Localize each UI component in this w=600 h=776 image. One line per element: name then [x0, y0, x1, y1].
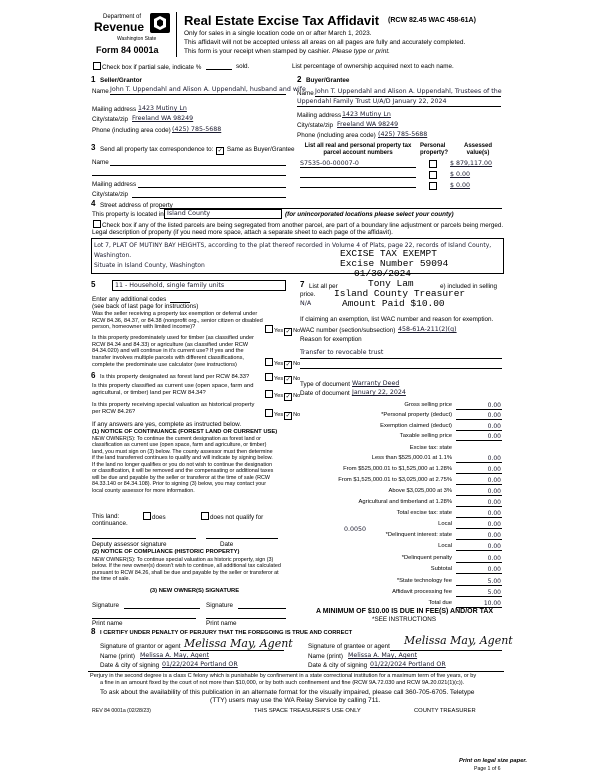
reason-line-1 — [300, 358, 502, 359]
sec5-q2: Is this property predominately used for timber (as classified under RCW 84.34 and 84.33) or agriculture (as classified under RCW 84.34.020) and will continue in it's current use? If yes and the transfer involves multiple parcels with different classifications, complete the predominate use calculator (see instructions) — [92, 335, 254, 368]
calc-label: *Delinquent interest: state — [385, 532, 452, 538]
section-4-number: 4 — [91, 199, 96, 208]
section-6-number: 6 — [91, 371, 96, 380]
minimum-due: A MINIMUM OF $10.00 IS DUE IN FEE(S) AND/OR TAX — [316, 608, 494, 615]
calc-value[interactable]: 0.00 — [487, 466, 501, 473]
seller-city-label: City/state/zip — [92, 116, 129, 123]
stamp-line-2: Excise Number 59094 — [340, 258, 449, 269]
form-rcw: (RCW 82.45 WAC 458-61A) — [388, 17, 476, 24]
calc-label: Total due — [428, 600, 452, 606]
grantor-name[interactable]: Melissa A. May, Agent — [140, 652, 210, 659]
buyer-name-line-1 — [315, 96, 501, 97]
ownership-note: List percentage of ownership acquired next to each name. — [292, 63, 454, 70]
sec5-q1-no: No — [293, 328, 301, 334]
section-8-number: 8 — [91, 627, 96, 636]
does-label: does — [152, 514, 166, 521]
alt-format-line-1: To ask about the availability of this publication in an alternate format for the visually impaired, please call 360-705-6705. Teletype — [100, 689, 475, 696]
treasurer-use-only: THIS SPACE TREASURER'S USE ONLY — [254, 708, 361, 714]
perjury-line-2: a fine in an amount fixed by the court of not more than $10,000, or by both such confinement and fine (RCW 9A.72.030 and RCW 9A.20.021(1)(c)). — [100, 680, 465, 686]
calc-value[interactable]: 10.00 — [483, 600, 501, 607]
grantor-signature[interactable]: Melissa May, Agent — [184, 637, 293, 650]
calc-value[interactable]: 0.00 — [487, 510, 501, 517]
stamp-line-1: EXCISE TAX EXEMPT — [340, 248, 437, 259]
grantee-name[interactable]: Melissa A. May, Agent — [348, 652, 418, 659]
segregated-label: Check box if any of the listed parcels are being segregated from another parcel, are part of a boundary line adjustment or parcels being merged. — [102, 222, 504, 229]
calc-label: Local — [438, 521, 452, 527]
legal-paper-note: Print on legal size paper. — [459, 758, 527, 764]
alt-format-line-2: (TTY) users may use the WA Relay Service by calling 711. — [210, 697, 381, 704]
sec6-q1-no-checkbox[interactable]: ✓ — [285, 377, 291, 383]
sec6-q1-yes-checkbox[interactable] — [265, 373, 273, 381]
seller-name[interactable]: John T. Uppendahl and Alison A. Uppendahl, husband and wife — [110, 86, 306, 93]
parcel-col-header: List all real and personal property tax parcel account numbers — [304, 143, 412, 157]
sec5-q2-answer — [264, 358, 300, 369]
seller-phone[interactable]: (425) 785-5688 — [172, 126, 222, 133]
additional-codes-label: Enter any additional codes — [92, 296, 167, 303]
header-note-2: This affidavit will not be accepted unless all areas on all pages are fully and accurately completed. — [184, 39, 466, 46]
continuance-text: NEW OWNER(S): To continue the current designation as forest land or classification as current use (open space, farm and agriculture, or timber) land, you must sign on (3) below. The county assessor must then determine if the land transferred continues to qualify and will indicate by signing below. If the land no longer qualifies or you do not wish to continue the designation or classification, it will be removed and the compensating or additional taxes will be due and payable by the seller or transferor at the time of sale (RCW 84.33.140 or 84.34.108). Prior to signing (3) below, you may contact your local county assessor for more information. — [92, 436, 274, 494]
does-checkbox[interactable] — [143, 512, 151, 520]
section-7-number: 7 — [300, 280, 305, 289]
sec5-q2-yes: Yes — [274, 361, 284, 367]
calc-value[interactable]: 0.00 — [487, 477, 501, 484]
sec3-mail-line[interactable] — [138, 187, 286, 188]
this-land-label: This land: — [92, 513, 120, 520]
calc-label: Taxable selling price — [399, 433, 452, 439]
calc-label: Exemption claimed (deduct) — [380, 423, 452, 429]
calc-value[interactable]: 0.00 — [487, 412, 501, 419]
buyer-mail-label: Mailing address — [297, 112, 342, 119]
sec6-q2-no: No — [293, 393, 301, 399]
sec6-q2-yes-checkbox[interactable] — [265, 390, 273, 398]
sec6-q2: Is this property classified as current use (open space, farm and agricultural, or timber) land per RCW 84.34? — [92, 383, 254, 396]
list-personal-c: e) included in selling — [440, 283, 498, 290]
land-use-value: 11 - Household, single family units — [115, 282, 225, 289]
doc-type[interactable]: Warranty Deed — [352, 380, 400, 387]
legal-description-label: Legal description of property (if you need more space, attach a separate sheet to each page of the affidavit). — [92, 229, 393, 236]
assessed-value-2[interactable]: $ 0.00 — [450, 171, 471, 178]
seller-phone-label: Phone (including area code) — [92, 127, 171, 134]
grantee-signature[interactable]: Melissa May, Agent — [404, 634, 513, 647]
perjury-line-1: Perjury in the second degree is a class C felony which is punishable by confinement in a state correctional institution for a maximum term of five years, or by — [90, 673, 477, 679]
grantee-signature-label: Signature of grantee or agent — [308, 643, 390, 650]
deputy-signature-label: Deputy assessor signature — [92, 541, 167, 548]
doc-type-label: Type of document — [300, 381, 351, 388]
partial-sale-checkbox[interactable] — [93, 62, 101, 70]
wac-number[interactable]: 458-61A-211(2)(g) — [398, 326, 457, 333]
grantor-signature-label: Signature of grantor or agent — [100, 643, 181, 650]
wac-label: WAC number (section/subsection) — [300, 327, 396, 334]
section-5-number: 5 — [91, 280, 96, 289]
owner-print-label-1: Print name — [92, 620, 123, 627]
parcel-number[interactable]: S7535-00-00007-0 — [300, 160, 359, 167]
partial-sale-row — [92, 62, 201, 72]
continuance-heading: (1) NOTICE OF CONTINUANCE (FOREST LAND OR CURRENT USE) — [92, 429, 278, 435]
county-treasurer: COUNTY TREASURER — [414, 708, 476, 714]
sec6-q3: Is this property receiving special valuation as historical property per RCW 84.26? — [92, 402, 255, 415]
deputy-date-line[interactable] — [206, 538, 278, 539]
sec6-q1-yes: Yes — [274, 376, 284, 382]
deputy-date-label: Date — [220, 541, 234, 548]
additional-codes-note: (see back of last page for instructions) — [92, 303, 199, 310]
personal-property-checkbox-1[interactable] — [429, 160, 437, 168]
calc-value[interactable]: 0.00 — [487, 543, 501, 550]
calc-value[interactable]: 0.00 — [487, 499, 501, 506]
sec5-q1-yes-checkbox[interactable] — [265, 325, 273, 333]
deputy-signature-line[interactable] — [92, 538, 196, 539]
street-address-label: Street address of property — [100, 202, 173, 209]
assessed-col-header: Assessed value(s) — [463, 143, 493, 157]
calc-value[interactable]: 0.00 — [487, 488, 501, 495]
wa-logo-icon — [150, 13, 170, 33]
grantee-signature-line — [390, 650, 502, 651]
partial-pct-line[interactable] — [206, 69, 232, 70]
exemption-reason[interactable]: Transfer to revocable trust — [300, 349, 384, 356]
owner-print-line-2[interactable] — [206, 618, 286, 619]
sec6-q3-no-checkbox[interactable]: ✓ — [285, 413, 291, 419]
header-note-3b: Please type or print. — [332, 48, 390, 55]
grantor-signature-line — [180, 650, 284, 651]
segregated-checkbox[interactable] — [93, 220, 101, 228]
form-number: Form 84 0001a — [96, 45, 159, 55]
sec6-q2-yes: Yes — [274, 393, 284, 399]
parcel-line-2[interactable] — [300, 177, 416, 178]
parcel-line-1 — [300, 167, 416, 168]
seller-city[interactable]: Freeland WA 98249 — [132, 115, 194, 122]
legal-line-1: Lot 7, PLAT OF MUTINY BAY HEIGHTS, according to the plat thereof recorded in Volume 4 of Plats, page 22, records of Island County, — [94, 242, 492, 249]
calc-value[interactable]: 0.00 — [487, 423, 501, 430]
sec6-q1-answer — [264, 373, 300, 384]
seller-mail[interactable]: 1423 Mutiny Ln — [138, 105, 187, 112]
sec5-q2-no: No — [293, 361, 301, 367]
legal-line-2: Washington. — [94, 252, 132, 259]
new-owner-heading: (3) NEW OWNER(S) SIGNATURE — [150, 588, 240, 594]
claim-exemption-label: If claiming an exemption, list WAC number and reason for exemption. — [300, 316, 494, 323]
sec6-q1: Is this property designated as forest land per RCW 84.33? — [100, 374, 250, 380]
if-yes-note: If any answers are yes, complete as instructed below. — [92, 421, 242, 428]
list-personal-a: List all per — [309, 283, 338, 290]
grantor-date-city[interactable]: 01/22/2024 Portland OR — [162, 661, 238, 668]
list-personal-b: price. — [300, 291, 316, 298]
grantor-name-label: Name (print) — [100, 653, 135, 660]
sec3-mail-label: Mailing address — [92, 181, 137, 188]
seller-mail-label: Mailing address — [92, 106, 137, 113]
grantee-date-city[interactable]: 01/22/2024 Portland OR — [370, 661, 446, 668]
stamp-line-6: Amount Paid $10.00 — [342, 298, 445, 309]
reason-label: Reason for exemption — [300, 336, 362, 343]
sec6-q3-yes-checkbox[interactable] — [265, 409, 273, 417]
buyer-city[interactable]: Freeland WA 98249 — [337, 121, 399, 128]
calc-label: *Personal property (deduct) — [381, 412, 452, 418]
sec5-q1-answer — [264, 325, 300, 336]
assessed-value-3[interactable]: $ 0.00 — [450, 182, 471, 189]
section-3-number: 3 — [91, 143, 96, 152]
does-not-row — [200, 512, 263, 522]
section-1-number: 1 — [91, 75, 96, 84]
calc-label: Affidavit processing fee — [392, 589, 452, 595]
local-rate[interactable]: 0.0050 — [344, 526, 367, 533]
footer-rule — [88, 671, 504, 672]
sec3-name-label: Name — [92, 159, 109, 166]
stamp-line-5: Island County Treasurer — [334, 288, 466, 299]
county-value: Island County — [167, 210, 211, 217]
located-in-label: This property is located in — [92, 211, 164, 218]
partial-sold: sold. — [236, 63, 250, 70]
buyer-city-label: City/state/zip — [297, 122, 334, 129]
calc-label: Gross selling price — [404, 402, 452, 408]
page-number: Page 1 of 6 — [474, 766, 501, 772]
calc-label: From $1,525,000.01 to $3,025,000 at 2.75% — [338, 477, 452, 483]
owner-signature-label-2: Signature — [206, 602, 233, 609]
seller-name-label: Name — [92, 88, 109, 95]
unincorporated-note: (for unincorporated locations please select your county) — [285, 211, 454, 218]
sec6-q1-no: No — [293, 376, 301, 382]
buyer-name-label: Name — [297, 90, 314, 97]
calc-label: Above $3,025,000 at 3% — [388, 488, 452, 494]
owner-signature-line-1[interactable] — [124, 608, 200, 609]
buyer-name-2[interactable]: Uppendahl Family Trust U/A/D January 22, 2024 — [297, 98, 447, 105]
sec3-extra-line[interactable] — [92, 175, 286, 176]
does-not-label: does not qualify for — [210, 514, 264, 521]
calc-value[interactable]: 0.00 — [487, 521, 501, 528]
see-instructions: *SEE INSTRUCTIONS — [372, 616, 437, 623]
seller-heading: Seller/Grantor — [100, 77, 142, 84]
sec5-q1-no-checkbox[interactable]: ✓ — [285, 329, 291, 335]
sec6-q3-yes: Yes — [274, 412, 284, 418]
same-as-buyer-label: Same as Buyer/Grantee — [226, 146, 295, 153]
sec6-q3-answer — [264, 409, 300, 420]
buyer-name-1[interactable]: John T. Uppendahl and Alison A. Uppendahl, Trustees of the — [315, 88, 502, 95]
logo-state: Washington State — [117, 36, 157, 42]
owner-signature-line-2[interactable] — [238, 608, 286, 609]
grantee-name-label: Name (print) — [308, 653, 343, 660]
section-2-number: 2 — [297, 75, 302, 84]
calc-label: Agricultural and timberland at 1.28% — [358, 499, 452, 505]
sec3-send-label: Send all property tax correspondence to: — [100, 146, 214, 153]
sec6-q2-no-checkbox[interactable]: ✓ — [285, 394, 291, 400]
header-divider — [176, 12, 177, 57]
calc-value[interactable]: 0.00 — [487, 532, 501, 539]
sec3-city-line[interactable] — [132, 197, 286, 198]
calc-label: Excise tax: state — [409, 445, 452, 451]
sec6-q3-no: No — [293, 412, 301, 418]
stamp-line-4: Tony Lam — [368, 278, 414, 289]
calc-label: Total excise tax: state — [396, 510, 452, 516]
historic-heading: (2) NOTICE OF COMPLIANCE (HISTORIC PROPERTY) — [92, 549, 240, 555]
calc-value[interactable]: 0.00 — [487, 433, 501, 440]
personal-property-na[interactable]: N/A — [300, 300, 312, 307]
parcel-line-3[interactable] — [300, 187, 416, 188]
personal-property-checkbox-3[interactable] — [429, 182, 437, 190]
seller-name-line — [110, 94, 286, 95]
buyer-mail[interactable]: 1423 Mutiny Ln — [342, 111, 391, 118]
partial-sale-label: Check box if partial sale, indicate % — [102, 64, 202, 71]
land-use-select[interactable] — [112, 280, 286, 291]
calc-label: Local — [438, 543, 452, 549]
sec6-q2-answer — [264, 390, 300, 401]
reason-line-2[interactable] — [300, 368, 502, 369]
form-title: Real Estate Excise Tax Affidavit — [184, 13, 380, 28]
header-note-1: Only for sales in a single location code on or after March 1, 2023. — [184, 30, 372, 37]
assessed-value-1[interactable]: $ 879,117.00 — [450, 160, 493, 167]
stamp-line-3: 01/30/2024 — [354, 268, 412, 279]
calc-label: Subtotal — [430, 566, 452, 572]
calc-value[interactable]: 5.00 — [487, 589, 501, 596]
does-not-checkbox[interactable] — [201, 512, 209, 520]
continuance-label: continuance. — [92, 520, 128, 527]
calc-label: *State technology fee — [396, 578, 452, 584]
calc-label: From $525,000.01 to $1,525,000 at 1.28% — [343, 466, 452, 472]
sec5-q1-yes: Yes — [274, 328, 284, 334]
sec3-city-label: City/state/zip — [92, 191, 129, 198]
calc-label: *Delinquent penalty — [401, 555, 452, 561]
revision-number: REV 84 0001a (02/28/23) — [92, 708, 151, 714]
same-as-buyer-checkbox[interactable]: ✓ — [217, 148, 223, 154]
doc-date[interactable]: January 22, 2024 — [352, 389, 406, 396]
calc-value[interactable]: 0.00 — [487, 566, 501, 573]
legal-line-3: Situate in Island County, Washington — [94, 262, 205, 269]
personal-col-header: Personal property? — [420, 143, 449, 157]
owner-print-label-2: Print name — [206, 620, 237, 627]
county-select[interactable] — [164, 209, 282, 219]
buyer-phone-label: Phone (including area code) — [297, 132, 376, 139]
does-row — [142, 512, 166, 522]
historic-text: NEW OWNER(S): To continue special valuation as historic property, sign (3) below. If the new owner(s) doesn't wish to continue, all additional tax calculated pursuant to RCW 84.26, shall be due and payable by the seller or transferor at the time of sale. — [92, 557, 281, 583]
doc-date-label: Date of document — [300, 390, 350, 397]
logo-dept: Department of — [103, 14, 142, 20]
sec5-q2-yes-checkbox[interactable] — [265, 358, 273, 366]
calc-value[interactable]: 0.00 — [487, 402, 501, 409]
sec5-q2-no-checkbox[interactable]: ✓ — [285, 362, 291, 368]
grantor-date-label: Date & city of signing — [100, 662, 160, 669]
logo-revenue: Revenue — [94, 20, 145, 34]
buyer-name-line-2 — [297, 106, 501, 107]
owner-signature-label-1: Signature — [92, 602, 119, 609]
calc-value[interactable]: 0.00 — [487, 555, 501, 562]
calc-label: Less than $525,000.01 at 1.1% — [371, 455, 452, 461]
calc-value[interactable]: 0.00 — [487, 455, 501, 462]
grantee-date-label: Date & city of signing — [308, 662, 368, 669]
buyer-phone[interactable]: (425) 785-5688 — [378, 131, 428, 138]
sec3-name-line[interactable] — [110, 165, 286, 166]
buyer-heading: Buyer/Grantee — [306, 77, 350, 84]
calc-value[interactable]: 5.00 — [487, 578, 501, 585]
owner-print-line-1[interactable] — [92, 618, 196, 619]
personal-property-checkbox-2[interactable] — [429, 171, 437, 179]
header-note-3: This form is your receipt when stamped by cashier. — [184, 48, 331, 55]
certify-statement: I CERTIFY UNDER PENALTY OF PERJURY THAT THE FOREGOING IS TRUE AND CORRECT — [100, 630, 353, 636]
sec3-send-row — [100, 146, 294, 155]
sec5-q1: Was the seller receiving a property tax exemption or deferral under RCW 84.36, 84.37, or 84.38 (nonprofit org., senior citizen or disabled person, homeowner with limited income)? — [92, 311, 263, 331]
